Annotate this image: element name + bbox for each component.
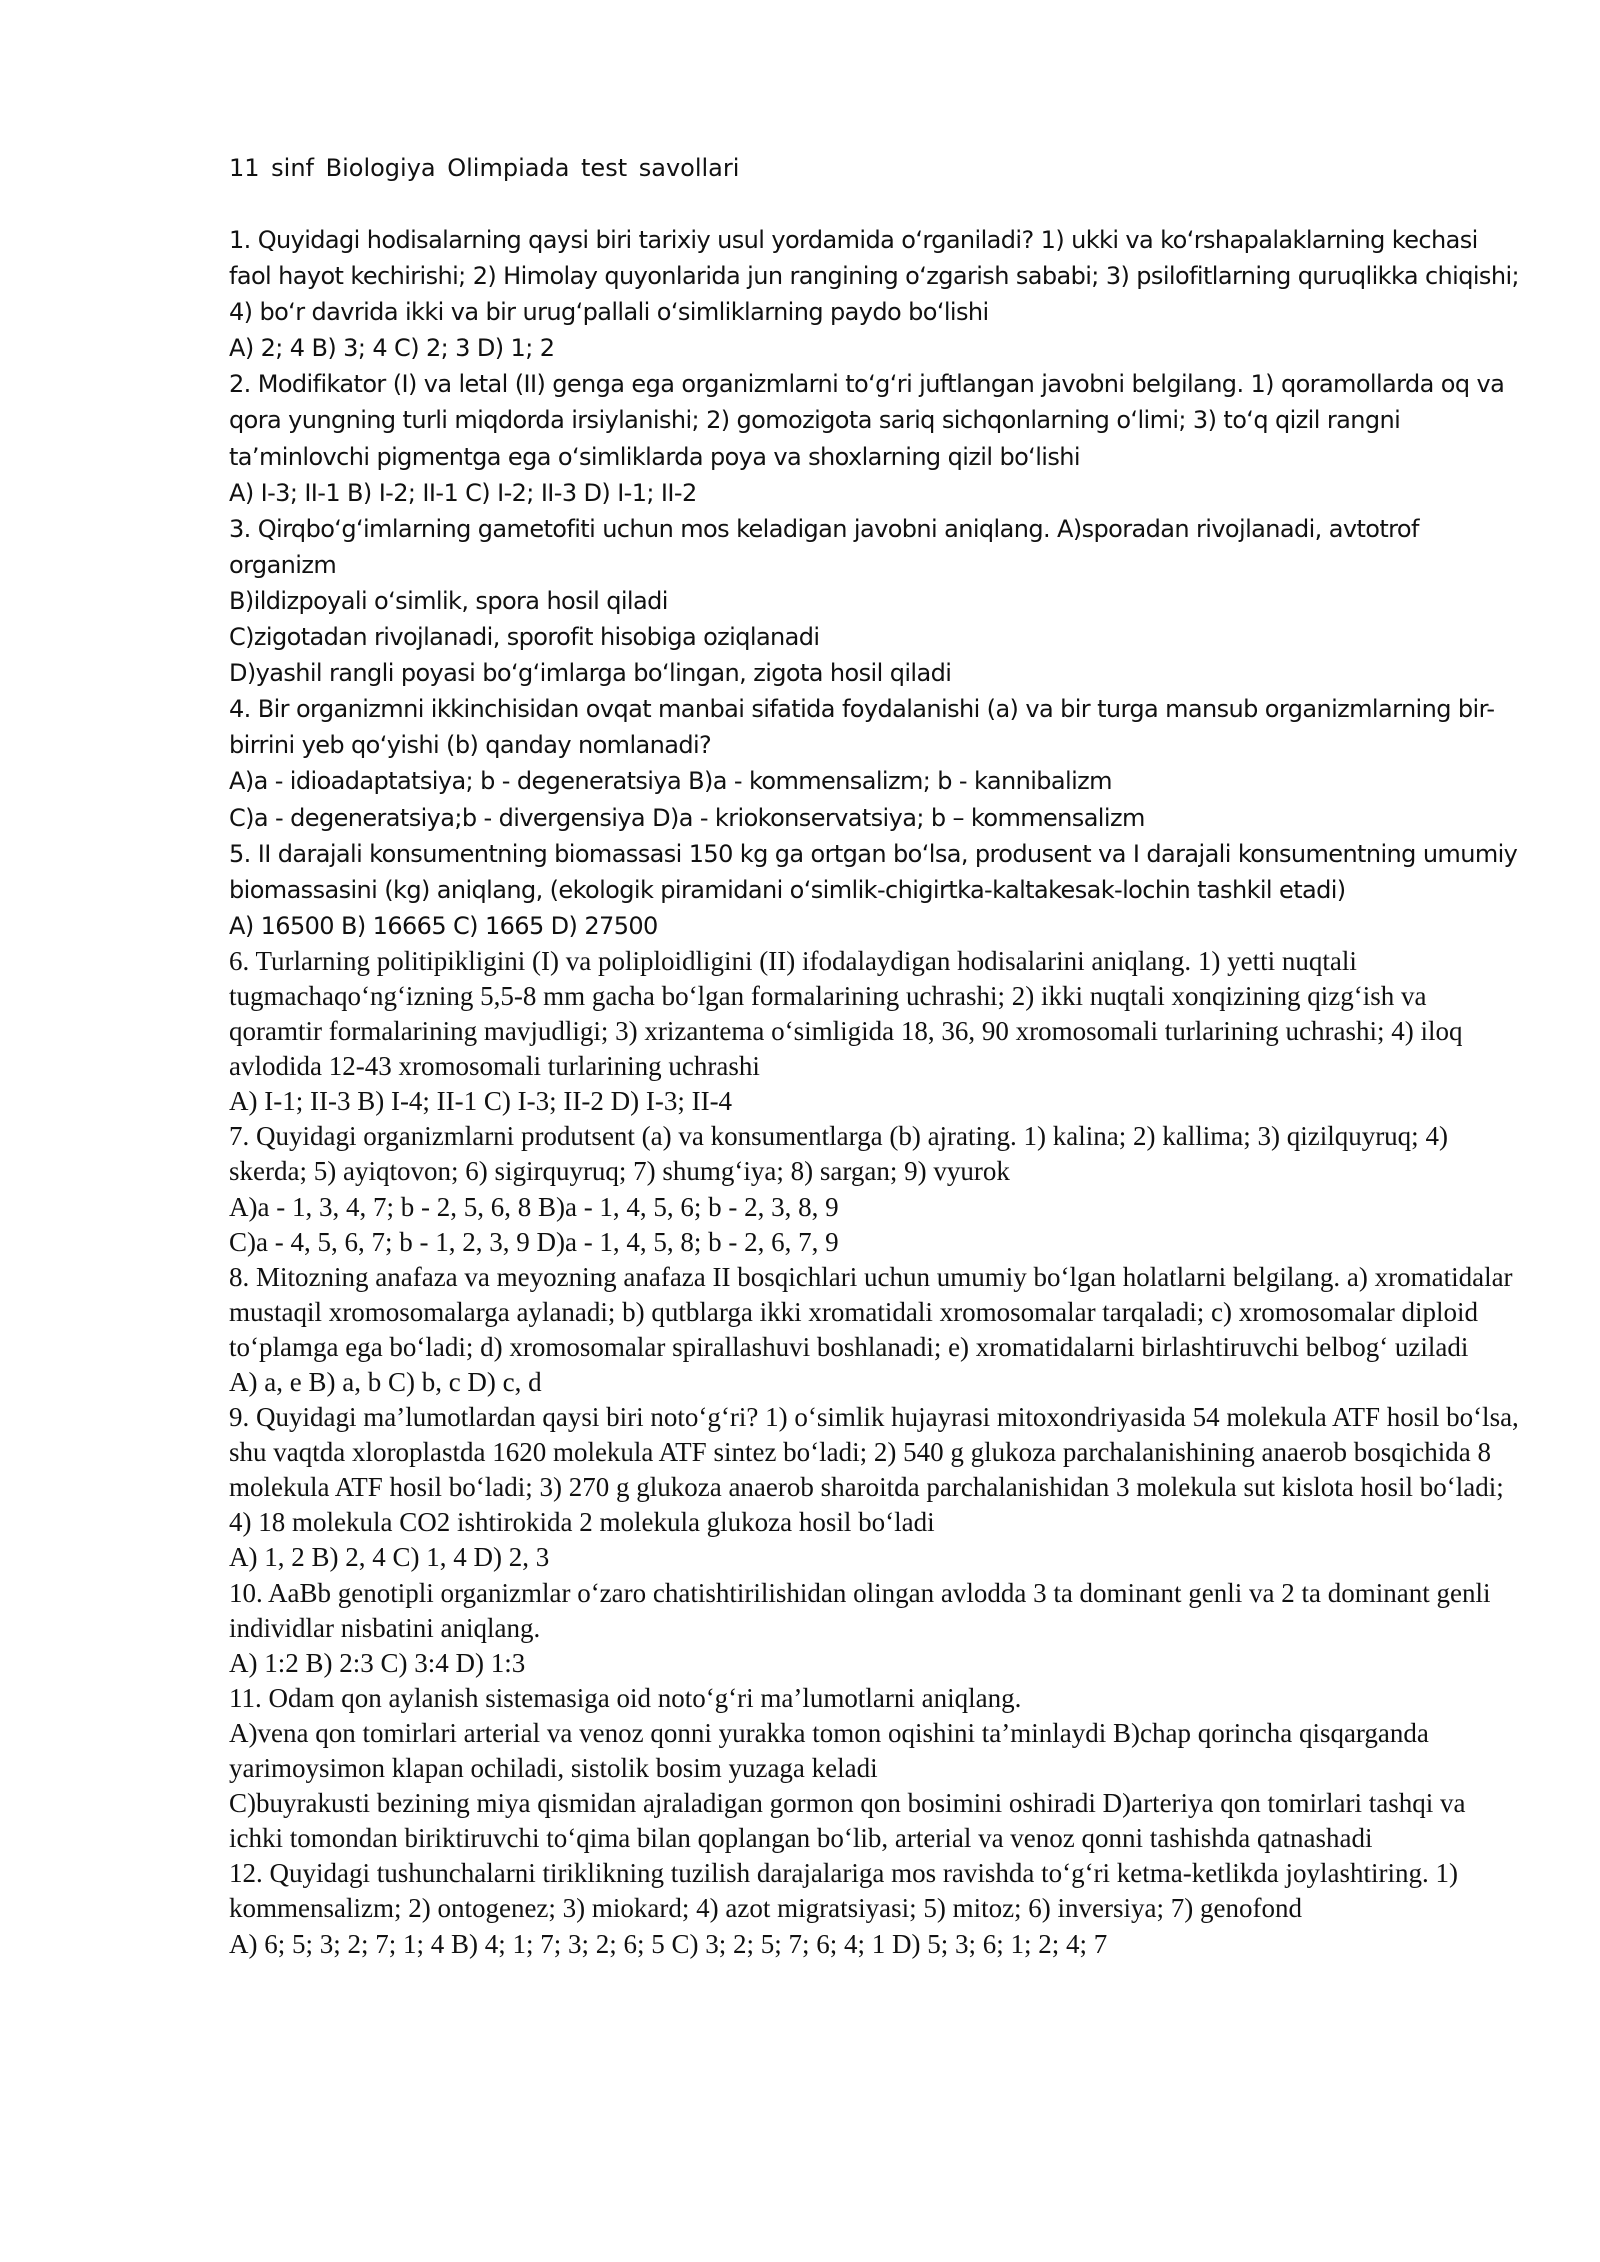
answer-options: A) 2; 4 B) 3; 4 C) 2; 3 D) 1; 2 (229, 334, 555, 363)
answer-options: A) 1:2 B) 2:3 C) 3:4 D) 1:3 (229, 1647, 526, 1678)
answer-options: C)zigotadan rivojlanadi, sporofit hisobiga oziqlanadi (229, 623, 820, 652)
question-text: 12. Quyidagi tushunchalarni tiriklikning tuzilish darajalariga mos ravishda to‘g‘ri ketma-ketlikda joylashtiring. 1) kommensalizm; 2) ontogenez; 3) miokard; 4) azot migratsiyasi; 5) mitoz; 6) inversiya; 7) genofond (229, 1858, 1458, 1924)
answer-options: A)a - 1, 3, 4, 7; b - 2, 5, 6, 8 B)a - 1, 4, 5, 6; b - 2, 3, 8, 9 (229, 1191, 839, 1222)
question-text: 3. Qirqbo‘g‘imlarning gametofiti uchun mos keladigan javobni aniqlang. A)sporadan rivojlanadi, avtotrof organizm (229, 514, 1419, 579)
question-block (229, 1260, 1519, 1400)
question-text: 2. Modifikator (I) va letal (II) genga ega organizmlarni to‘g‘ri juftlangan javobni belgilang. 1) qoramollarda oq va qora yungning turli miqdorda irsiylanishi; 2) gomozigota sariq sichqonlarning o‘limi; 3) to‘q qizil rangni ta’minlovchi pigmentga ega o‘simliklarda poya va shoxlarning qizil bo‘lishi (229, 370, 1505, 471)
answer-options: A) I-1; II-3 B) I-4; II-1 C) I-3; II-2 D) I-3; II-4 (229, 1086, 733, 1117)
answer-options: C)buyrakusti bezining miya qismidan ajraladigan gormon qon bosimini oshiradi D)arteriya qon tomirlari tashqi va ichki tomondan biriktiruvchi to‘qima bilan qoplangan bo‘lib, arterial va venoz qonni tashishda qatnashadi (229, 1788, 1466, 1854)
answer-options: B)ildizpoyali o‘simlik, spora hosil qiladi (229, 586, 668, 615)
question-block (229, 1856, 1519, 1961)
question-block (229, 1576, 1519, 1681)
document-title: 11 sinf Biologiya Olimpiada test savollari (229, 154, 740, 182)
question-text: 4. Bir organizmni ikkinchisidan ovqat manbai sifatida foydalanishi (a) va bir turga mansub organizmlarning bir-birrini yeb qo‘yishi (b) qanday nomlanadi? (229, 695, 1495, 760)
answer-options: C)a - degeneratsiya;b - divergensiya D)a - kriokonservatsiya; b – kommensalizm (229, 803, 1145, 832)
answer-options: A) 1, 2 B) 2, 4 C) 1, 4 D) 2, 3 (229, 1542, 550, 1573)
answer-options: A) 16500 B) 16665 C) 1665 D) 27500 (229, 911, 658, 940)
question-block (229, 944, 1519, 1119)
question-text: 1. Quyidagi hodisalarning qaysi biri tarixiy usul yordamida o‘rganiladi? 1) ukki va ko‘rshapalaklarning kechasi faol hayot kechirishi; 2) Himolay quyonlarida jun rangining o‘zgarish sababi; 3) psilofitlarning quruqlikka chiqishi; 4) bo‘r davrida ikki va bir urug‘pallali o‘simliklarning paydo bo‘lishi (229, 226, 1519, 327)
question-text: 5. II darajali konsumentning biomassasi 150 kg ga ortgan bo‘lsa, produsent va I darajali konsumentning umumiy biomassasini (kg) aniqlang, (ekologik piramidani o‘simlik-chigirtka-kaltakesak-lochin tashkil etadi) (229, 839, 1518, 904)
answer-options: A) 6; 5; 3; 2; 7; 1; 4 B) 4; 1; 7; 3; 2; 6; 5 C) 3; 2; 5; 7; 6; 4; 1 D) 5; 3; 6; 1; 2; 4; 7 (229, 1928, 1108, 1959)
document-page (229, 150, 1519, 1962)
question-block (229, 1681, 1519, 1856)
question-text: 9. Quyidagi ma’lumotlardan qaysi biri noto‘g‘ri? 1) o‘simlik hujayrasi mitoxondriyasida 54 molekula ATF hosil bo‘lsa, shu vaqtda xloroplastda 1620 molekula ATF sintez bo‘ladi; 2) 540 g glukoza parchalanishining anaerob bosqichida 8 molekula ATF hosil bo‘ladi; 3) 270 g glukoza anaerob sharoitda parchalanishidan 3 molekula sut kislota hosil bo‘ladi; 4) 18 molekula CO2 ishtirokida 2 molekula glukoza hosil bo‘ladi (229, 1402, 1519, 1538)
answer-options: A)vena qon tomirlari arterial va venoz qonni yurakka tomon oqishini ta’minlaydi B)chap qorincha qisqarganda yarimoysimon klapan ochiladi, sistolik bosim yuzaga keladi (229, 1717, 1429, 1784)
question-block (229, 511, 1519, 691)
question-text: 6. Turlarning politipikligini (I) va poliploidligini (II) ifodalaydigan hodisalarini aniqlang. 1) yetti nuqtali tugmachaqo‘ng‘izning 5,5-8 mm gacha bo‘lgan formalarining uchrashi; 2) ikki nuqtali xonqizining qizg‘ish va qoramtir formalarining mavjudligi; 3) xrizantema o‘simligida 18, 36, 90 xromosomali turlarining uchrashi; 4) iloq avlodida 12-43 xromosomali turlarining uchrashi (229, 945, 1463, 1082)
question-block (229, 222, 1519, 366)
question-block (229, 366, 1519, 510)
answer-options: C)a - 4, 5, 6, 7; b - 1, 2, 3, 9 D)a - 1, 4, 5, 8; b - 2, 6, 7, 9 (229, 1226, 839, 1257)
question-text: 11. Odam qon aylanish sistemasiga oid noto‘g‘ri ma’lumotlarni aniqlang. (229, 1682, 1022, 1713)
answer-options: A) I-3; II-1 B) I-2; II-1 C) I-2; II-3 D) I-1; II-2 (229, 478, 697, 507)
question-text: 7. Quyidagi organizmlarni produtsent (a) va konsumentlarga (b) ajrating. 1) kalina; 2) kallima; 3) qizilquyruq; 4) skerda; 5) ayiqtovon; 6) sigirquyruq; 7) shumg‘iya; 8) sargan; 9) vyurok (229, 1121, 1448, 1187)
answer-options: D)yashil rangli poyasi bo‘g‘imlarga bo‘lingan, zigota hosil qiladi (229, 659, 952, 688)
question-text: 10. AaBb genotipli organizmlar o‘zaro chatishtirilishidan olingan avlodda 3 ta dominant genli va 2 ta dominant genli individlar nisbatini aniqlang. (229, 1577, 1491, 1643)
question-block (229, 691, 1519, 835)
question-block (229, 836, 1519, 944)
question-list (229, 222, 1519, 1962)
question-block (229, 1400, 1519, 1575)
question-block (229, 1119, 1519, 1259)
question-text: 8. Mitozning anafaza va meyozning anafaza II bosqichlari uchun umumiy bo‘lgan holatlarni belgilang. a) xromatidalar mustaqil xromosomalarga aylanadi; b) qutblarga ikki xromatidali xromosomalar tarqaladi; c) xromosomalar diploid to‘plamga ega bo‘ladi; d) xromosomalar spirallashuvi boshlanadi; e) xromatidalarni birlashtiruvchi belbog‘ uziladi (229, 1261, 1513, 1362)
answer-options: A)a - idioadaptatsiya; b - degeneratsiya B)a - kommensalizm; b - kannibalizm (229, 767, 1112, 796)
answer-options: A) a, e B) a, b C) b, c D) c, d (229, 1367, 542, 1397)
